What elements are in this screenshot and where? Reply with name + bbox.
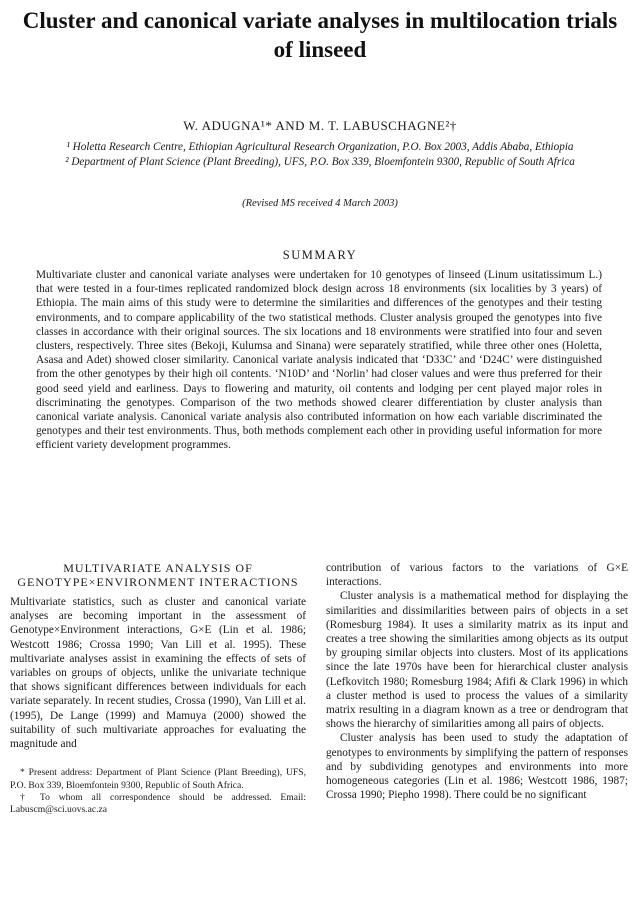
affiliation-1: ¹ Holetta Research Centre, Ethiopian Agricultural Research Organization, P.O. Box 2003, Addis Ababa, Ethiopia: [66, 141, 574, 153]
body-paragraph: contribution of various factors to the variations of G×E interactions.: [326, 562, 628, 589]
author-line: W. ADUGNA¹* AND M. T. LABUSCHAGNE²†: [183, 118, 457, 133]
summary-text: Multivariate cluster and canonical variate analyses were undertaken for 10 genotypes of linseed (Linum usitatissimum L.) that were tested in a four-times replicated randomized block design across 18 environments (six localities by 3 years) of Ethiopia. The main aims of this study were to determine the similarities and differences of the genotypes and their testing environments, and to compare applicability of the two statistical methods. Cluster analysis grouped the genotypes into five classes in accordance with their original sources. The six locations and 18 environments were stratified into four and seven clusters, respectively. Three sites (Bekoji, Kulumsa and Sinana) were separately stratified, while three other ones (Holetta, Asasa and Adet) showed closer similarity. Canonical variate analysis indicated that ‘D33C’ and ‘D24C’ were distinguished from the other genotypes by their high oil contents. ‘N10D’ and ‘Norlin’ had closer values and were thus preferred for their good seed yield and earliness. Days to flowering and maturity, oil contents and lodging per cent played major roles in discriminating the genotypes. Comparison of the two methods showed clearer differentiation by cluster analysis than canonical variate analysis. Canonical variate analysis also contributed information on how each variable discriminated the genotypes and their test environments. Thus, both methods complement each other in providing useful information for more efficient variety development programmes.: [36, 269, 602, 452]
received-date: (Revised MS received 4 March 2003): [242, 198, 398, 209]
footnote-correspondence: † To whom all correspondence should be addressed. Email: Labuscm@sci.uovs.ac.za: [10, 791, 306, 816]
body-paragraph: Multivariate statistics, such as cluster and canonical variate analyses are becoming important in the assessment of Genotype×Environment interactions, G×E (Lin et al. 1986; Westcott 1986; Crossa 1990; Van Lill et al. 1995). These multivariate analyses assist in examining the effects of sets of variables on groups of objects, unlike the univariate technique that shows significant differences between individuals for each variate separately. In recent studies, Crossa (1990), Van Lill et al. (1995), De Lange (1999) and Mamuya (2000) showed the suitability of such multivariate approaches for evaluating the magnitude and: [10, 596, 306, 751]
right-column: [326, 561, 628, 802]
affiliations: [20, 140, 620, 169]
summary-heading: SUMMARY: [282, 248, 358, 262]
body-paragraph: Cluster analysis is a mathematical method for displaying the similarities and dissimilarities between pairs of objects in a set (Romesburg 1984). It uses a similarity matrix as its input and creates a tree showing the similarities among objects as its output by grouping similar objects into clusters. Most of its applications since the late 1970s have been for hierarchical cluster analysis (Lefkovitch 1980; Romesburg 1984; Afifi & Clark 1996) in which a cluster method is used to process the values of a similarity matrix resulting in a diagram known as a tree or dendrogram that shows the hierarchy of similarities among all pairs of objects.: [326, 590, 628, 731]
affiliation-2: ² Department of Plant Science (Plant Breeding), UFS, P.O. Box 339, Bloemfontein 9300, Republic of South Africa: [65, 155, 575, 168]
left-column: [10, 561, 306, 816]
footnote-present-address: * Present address: Department of Plant Science (Plant Breeding), UFS, P.O. Box 339, Bloemfontein 9300, Republic of South Africa.: [10, 767, 306, 791]
body-paragraph: Cluster analysis has been used to study the adaptation of genotypes to environments by simplifying the pattern of responses and by subdividing genotypes and environments into more homogeneous categories (Lin et al. 1986; Westcott 1986, 1987; Crossa 1990; Piepho 1998). There could be no significant: [326, 732, 628, 802]
article-title: Cluster and canonical variate analyses in multilocation trials of linseed: [22, 8, 618, 62]
footnotes: [10, 767, 306, 816]
section-heading: MULTIVARIATE ANALYSIS OF GENOTYPE×ENVIRONMENT INTERACTIONS: [17, 561, 299, 589]
